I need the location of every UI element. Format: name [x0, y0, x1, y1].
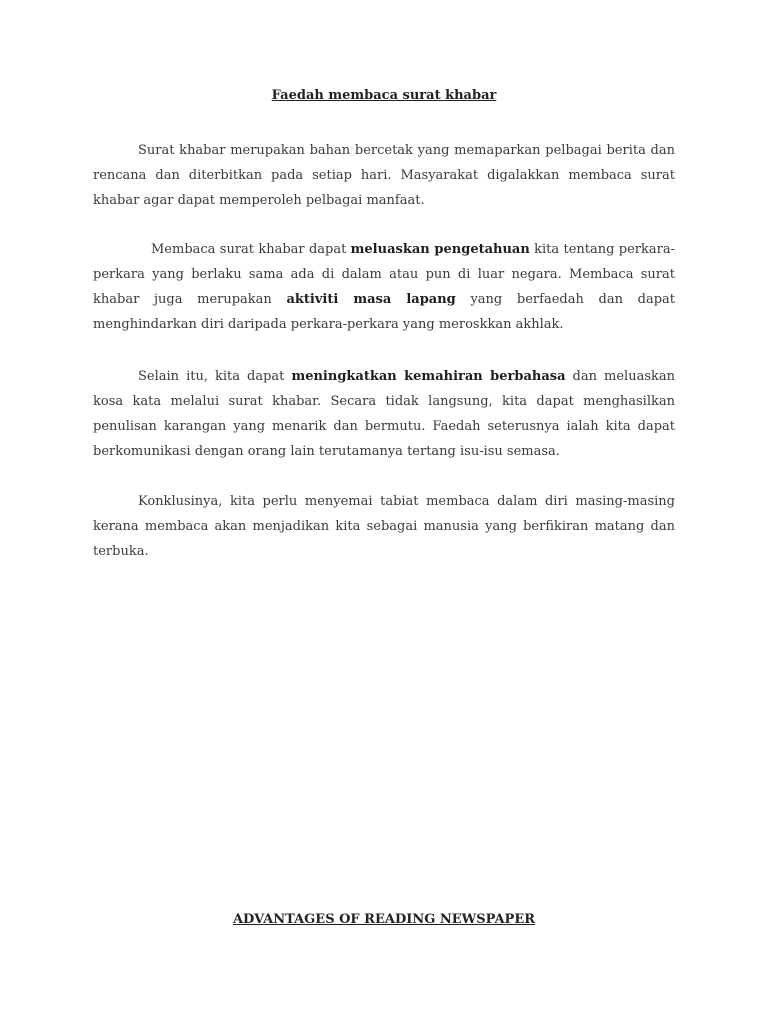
second-page-title: ADVANTAGES OF READING NEWSPAPER: [232, 912, 536, 927]
paragraph-text: Konklusinya, kita perlu menyemai tabiat membaca dalam diri masing-masing kerana membaca akan menjadikan kita sebagai manusia yang berfikiran matang dan terbuka.: [93, 494, 675, 559]
paragraph-text: Selain itu, kita dapat: [138, 369, 292, 384]
paragraph-text: yang berfaedah dan dapat menghindarkan diri daripada perkara-perkara yang meroskkan akhlak.: [93, 292, 676, 332]
paragraph-intro: [93, 138, 675, 213]
paragraph-text: dan meluaskan kosa kata melalui surat khabar. Secara tidak langsung, kita dapat menghasilkan penulisan karangan yang menarik dan bermutu. Faedah seterusnya ialah kita dapat berkomunikasi dengan orang lain terutamanya tertang isu-isu semasa.: [93, 369, 675, 459]
bold-phrase: meluaskan pengetahuan: [350, 242, 530, 257]
bold-phrase: meningkatkan kemahiran berbahasa: [291, 369, 566, 384]
paragraph-knowledge: [93, 237, 675, 337]
paragraph-text: kita tentang perkara-perkara yang berlaku sama ada di dalam atau pun di luar negara. Membaca surat khabar juga merupakan: [93, 242, 675, 307]
paragraph-text: Membaca surat khabar dapat: [151, 242, 351, 257]
paragraph-language-skills: [93, 364, 675, 464]
bold-phrase: aktiviti masa lapang: [286, 292, 456, 307]
page-title: Faedah membaca surat khabar: [271, 88, 497, 103]
paragraph-conclusion: [93, 489, 675, 564]
paragraph-text: Surat khabar merupakan bahan bercetak yang memaparkan pelbagai berita dan rencana dan diterbitkan pada setiap hari. Masyarakat digalakkan membaca surat khabar agar dapat memperoleh pelbagai manfaat.: [93, 143, 675, 208]
